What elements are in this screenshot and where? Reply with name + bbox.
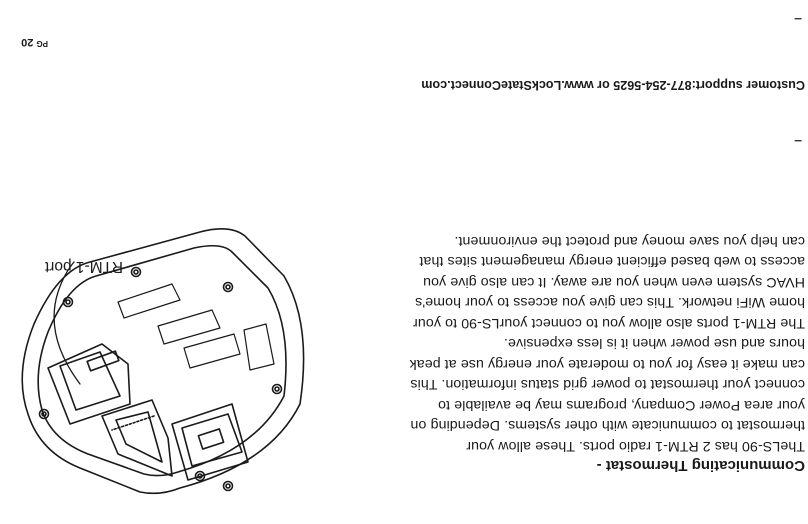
thermostat-back-diagram xyxy=(0,204,340,524)
module-bay-left xyxy=(172,404,248,480)
rtm-port-bay xyxy=(48,344,130,424)
paragraph-line: HVAC system even when you are away. It can also give you xyxy=(422,273,805,290)
rtm-port-callout-label: RTM-1 port xyxy=(44,258,123,275)
paragraph-line: TheLS-90 has 2 RTM-1 radio ports. These allow your xyxy=(466,438,805,454)
module-bay-center xyxy=(102,400,172,476)
page-number xyxy=(21,36,48,48)
body-paragraph-2 xyxy=(335,230,805,333)
paragraph-line: home WiFi network. This can give you access to your home's xyxy=(415,294,805,311)
paragraph-line: your area Power Company, programs may be available to xyxy=(438,396,805,413)
lower-slots xyxy=(118,284,274,370)
paragraph-line: access to web based efficient energy management sites that xyxy=(419,253,805,270)
paragraph-line: can help you save money and protect the environment. xyxy=(454,232,805,249)
paragraph-line: can make it easy for you to moderate your energy use at peak xyxy=(409,355,805,372)
paragraph-line: thermostat to communicate with other systems. Depending on xyxy=(410,417,805,434)
section-heading: Communicating Thermostat - xyxy=(596,457,805,474)
edge-mark-bottom: – xyxy=(794,12,802,28)
page-number-value: 20 xyxy=(21,36,34,48)
page-number-prefix: PG xyxy=(36,39,48,48)
rtm-port-leader-line xyxy=(54,262,80,384)
paragraph-line: connect your thermostat to power grid status information. This xyxy=(410,376,805,393)
paragraph-line: hours and use power when it is less expensive. xyxy=(503,335,805,352)
edge-mark-side: – xyxy=(794,134,802,150)
body-paragraph-1 xyxy=(335,332,805,456)
customer-support-line: Customer support:877-254-5625 or www.LockStateConnect.com xyxy=(421,78,805,92)
paragraph-line: The RTM-1 ports also allow you to connect yourLS-90 to your xyxy=(412,315,805,331)
